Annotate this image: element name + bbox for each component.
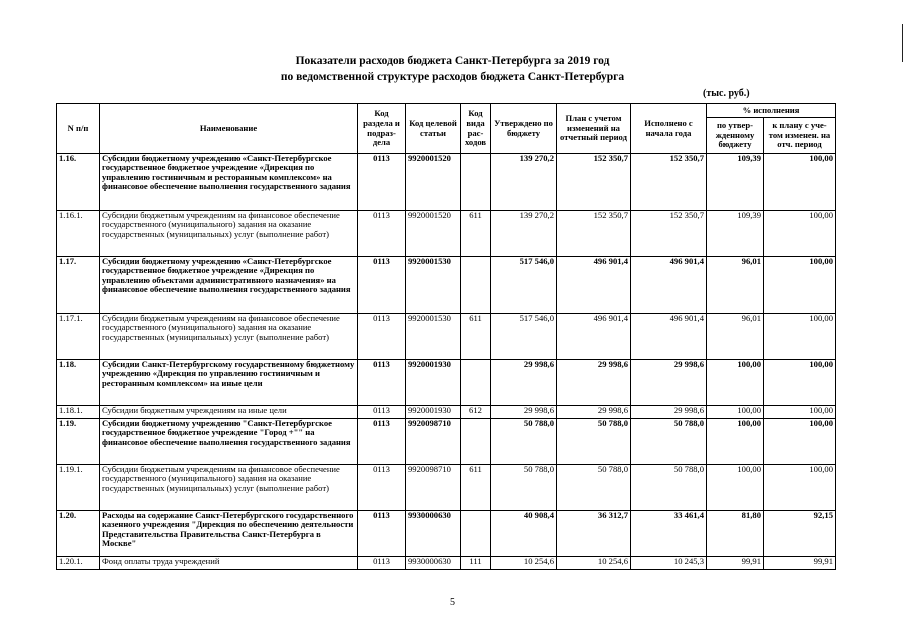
row-exec: 50 788,0 — [631, 465, 707, 511]
row-approved: 517 546,0 — [491, 314, 557, 360]
row-name: Субсидии бюджетному учреждению «Санкт-Петербургское государственное бюджетное учреждение «Дирекция по управлению гостиничным и ресторанным комплексом» на финансовое обеспечение выполнения государственного задания — [100, 154, 358, 211]
row-pct-approved: 96,01 — [707, 257, 764, 314]
row-pct-plan: 99,91 — [764, 557, 836, 570]
row-target: 9920098710 — [406, 419, 461, 465]
row-num: 1.16.1. — [57, 211, 100, 257]
table-row — [57, 419, 836, 465]
row-target: 9920001930 — [406, 360, 461, 406]
header-vid: Код вида рас- ходов — [461, 104, 491, 154]
row-target: 9920001520 — [406, 154, 461, 211]
row-vid: 111 — [461, 557, 491, 570]
table-row — [57, 314, 836, 360]
header-target: Код целевой статьи — [406, 104, 461, 154]
row-name: Субсидии бюджетному учреждению "Санкт-Петербургское государственное бюджетное учреждение "Город +"" на финансовое обеспечение выполнения государственного задания — [100, 419, 358, 465]
header-exec: Исполнено с начала года — [631, 104, 707, 154]
table-row — [57, 154, 836, 211]
row-pct-plan: 100,00 — [764, 419, 836, 465]
row-plan: 152 350,7 — [557, 211, 631, 257]
row-pct-approved: 100,00 — [707, 419, 764, 465]
row-razdel: 0113 — [358, 257, 406, 314]
row-name: Субсидии бюджетному учреждению «Санкт-Петербургское государственное бюджетное учреждение «Дирекция по управлению объектами административного назначения» на финансовое обеспечение выполнения государственного задания — [100, 257, 358, 314]
row-plan: 29 998,6 — [557, 360, 631, 406]
row-num: 1.17.1. — [57, 314, 100, 360]
document-title: Показатели расходов бюджета Санкт-Петербурга за 2019 год — [295, 55, 610, 67]
row-plan: 29 998,6 — [557, 406, 631, 419]
page-number: 5 — [450, 597, 455, 608]
row-exec: 10 245,3 — [631, 557, 707, 570]
row-target: 9930000630 — [406, 511, 461, 557]
row-num: 1.16. — [57, 154, 100, 211]
row-pct-plan: 100,00 — [764, 314, 836, 360]
row-vid — [461, 511, 491, 557]
table-row — [57, 557, 836, 570]
row-approved: 40 908,4 — [491, 511, 557, 557]
table-row — [57, 257, 836, 314]
table-body — [57, 154, 836, 570]
row-exec: 496 901,4 — [631, 257, 707, 314]
table-row — [57, 406, 836, 419]
row-vid — [461, 154, 491, 211]
row-exec: 29 998,6 — [631, 406, 707, 419]
table-row — [57, 211, 836, 257]
row-name: Расходы на содержание Санкт-Петербургского государственного казенного учреждения "Дирекция по обеспечению деятельности Представительства Правительства Санкт-Петербурга в Москве" — [100, 511, 358, 557]
header-razdel: Код раздела и подраз- дела — [358, 104, 406, 154]
row-razdel: 0113 — [358, 419, 406, 465]
row-pct-approved: 100,00 — [707, 465, 764, 511]
row-exec: 152 350,7 — [631, 211, 707, 257]
row-pct-approved: 109,39 — [707, 211, 764, 257]
row-num: 1.18.1. — [57, 406, 100, 419]
row-plan: 36 312,7 — [557, 511, 631, 557]
row-target: 9920001530 — [406, 257, 461, 314]
row-exec: 496 901,4 — [631, 314, 707, 360]
row-vid: 612 — [461, 406, 491, 419]
row-plan: 50 788,0 — [557, 419, 631, 465]
row-vid: 611 — [461, 314, 491, 360]
row-exec: 33 461,4 — [631, 511, 707, 557]
row-vid — [461, 419, 491, 465]
row-vid — [461, 257, 491, 314]
row-plan: 152 350,7 — [557, 154, 631, 211]
table-row — [57, 511, 836, 557]
row-approved: 29 998,6 — [491, 360, 557, 406]
row-pct-plan: 100,00 — [764, 154, 836, 211]
row-pct-approved: 109,39 — [707, 154, 764, 211]
header-pct-group: % исполнения — [707, 104, 836, 118]
row-exec: 29 998,6 — [631, 360, 707, 406]
row-target: 9920098710 — [406, 465, 461, 511]
row-pct-plan: 100,00 — [764, 257, 836, 314]
row-pct-approved: 81,80 — [707, 511, 764, 557]
row-target: 9920001530 — [406, 314, 461, 360]
header-approved: Утверждено по бюджету — [491, 104, 557, 154]
row-name: Субсидии бюджетным учреждениям на иные цели — [100, 406, 358, 419]
row-pct-plan: 100,00 — [764, 406, 836, 419]
budget-table — [56, 103, 836, 570]
row-num: 1.20. — [57, 511, 100, 557]
row-pct-plan: 92,15 — [764, 511, 836, 557]
row-vid — [461, 360, 491, 406]
table-row — [57, 465, 836, 511]
row-approved: 29 998,6 — [491, 406, 557, 419]
row-target: 9920001930 — [406, 406, 461, 419]
row-approved: 10 254,6 — [491, 557, 557, 570]
row-num: 1.19.1. — [57, 465, 100, 511]
row-exec: 50 788,0 — [631, 419, 707, 465]
row-approved: 50 788,0 — [491, 419, 557, 465]
row-approved: 50 788,0 — [491, 465, 557, 511]
row-num: 1.18. — [57, 360, 100, 406]
row-razdel: 0113 — [358, 557, 406, 570]
row-pct-approved: 100,00 — [707, 360, 764, 406]
row-pct-approved: 96,01 — [707, 314, 764, 360]
row-name: Субсидии Санкт-Петербургскому государственному бюджетному учреждению «Дирекция по управлению гостиничным и ресторанным комплексом» на иные цели — [100, 360, 358, 406]
row-plan: 496 901,4 — [557, 257, 631, 314]
header-pct-plan: к плану с уче- том изменен. на отч. период — [764, 118, 836, 154]
row-num: 1.20.1. — [57, 557, 100, 570]
row-pct-approved: 99,91 — [707, 557, 764, 570]
row-razdel: 0113 — [358, 154, 406, 211]
header-pct-approved: по утвер- жденному бюджету — [707, 118, 764, 154]
row-plan: 10 254,6 — [557, 557, 631, 570]
row-vid: 611 — [461, 465, 491, 511]
header-plan: План с учетом изменений на отчетный период — [557, 104, 631, 154]
row-target: 9930000630 — [406, 557, 461, 570]
row-approved: 517 546,0 — [491, 257, 557, 314]
row-num: 1.19. — [57, 419, 100, 465]
row-name: Субсидии бюджетным учреждениям на финансовое обеспечение государственного (муниципального) задания на оказание государственных (муниципальных) услуг (выполнение работ) — [100, 465, 358, 511]
row-approved: 139 270,2 — [491, 154, 557, 211]
row-plan: 496 901,4 — [557, 314, 631, 360]
row-plan: 50 788,0 — [557, 465, 631, 511]
units-label: (тыс. руб.) — [703, 88, 750, 99]
row-vid: 611 — [461, 211, 491, 257]
row-num: 1.17. — [57, 257, 100, 314]
table-row — [57, 360, 836, 406]
row-pct-plan: 100,00 — [764, 360, 836, 406]
row-approved: 139 270,2 — [491, 211, 557, 257]
row-name: Фонд оплаты труда учреждений — [100, 557, 358, 570]
header-num: N п/п — [57, 104, 100, 154]
row-razdel: 0113 — [358, 465, 406, 511]
row-razdel: 0113 — [358, 360, 406, 406]
row-razdel: 0113 — [358, 314, 406, 360]
row-razdel: 0113 — [358, 511, 406, 557]
row-razdel: 0113 — [358, 406, 406, 419]
row-razdel: 0113 — [358, 211, 406, 257]
row-target: 9920001520 — [406, 211, 461, 257]
row-exec: 152 350,7 — [631, 154, 707, 211]
document-subtitle: по ведомственной структуре расходов бюджета Санкт-Петербурга — [280, 71, 625, 83]
row-name: Субсидии бюджетным учреждениям на финансовое обеспечение государственного (муниципального) задания на оказание государственных (муниципальных) услуг (выполнение работ) — [100, 211, 358, 257]
row-pct-approved: 100,00 — [707, 406, 764, 419]
header-name: Наименование — [100, 104, 358, 154]
row-pct-plan: 100,00 — [764, 465, 836, 511]
row-name: Субсидии бюджетным учреждениям на финансовое обеспечение государственного (муниципального) задания на оказание государственных (муниципальных) услуг (выполнение работ) — [100, 314, 358, 360]
row-pct-plan: 100,00 — [764, 211, 836, 257]
